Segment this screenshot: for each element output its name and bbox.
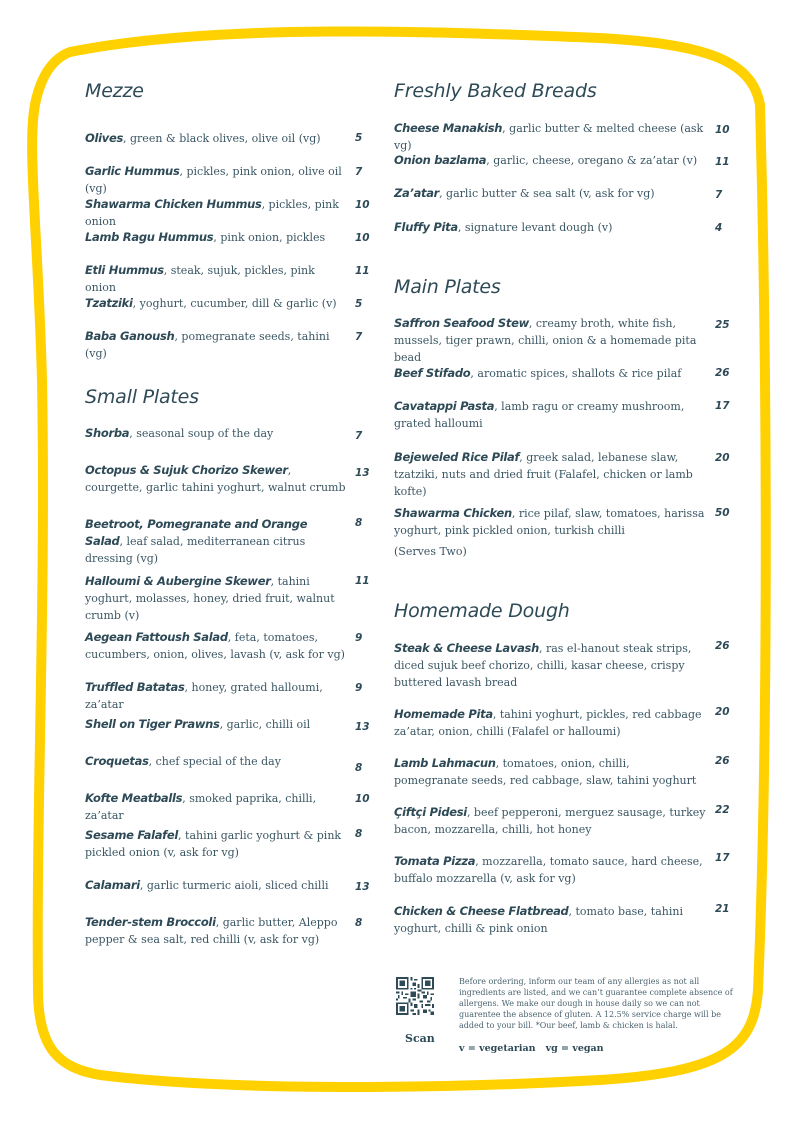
menu-item-tender-stem-broccoli: Tender-stem Broccoli, garlic butter, Aleppo pepper & sea salt, red chilli (v, ask for vg) bbox=[85, 915, 338, 946]
menu-item-price: 20 bbox=[715, 452, 730, 464]
menu-item-price: 5 bbox=[355, 298, 363, 310]
menu-item-shell-on-tiger-prawns: Shell on Tiger Prawns, garlic, chilli oil bbox=[85, 717, 311, 731]
menu-item-price: 10 bbox=[355, 793, 370, 805]
menu-item-beef-stifado: Beef Stifado, aromatic spices, shallots & rice pilaf bbox=[394, 366, 682, 380]
menu-item-price: 13 bbox=[355, 721, 370, 733]
menu-item-price: 7 bbox=[355, 331, 363, 343]
menu-item-price: 4 bbox=[715, 222, 723, 234]
menu-item-price: 10 bbox=[355, 232, 370, 244]
legend-vegan: vg = vegan bbox=[545, 1043, 604, 1054]
menu-item-zaatar: Za’atar, garlic butter & sea salt (v, ask for vg) bbox=[394, 186, 655, 200]
menu-item-shawarma-chicken: Shawarma Chicken, rice pilaf, slaw, tomatoes, harissa yoghurt, pink pickled onion, turkish chilli (Serves Two) bbox=[394, 506, 705, 558]
menu-item-beetroot-salad: Beetroot, Pomegranate and Orange Salad, leaf salad, mediterranean citrus dressing (vg) bbox=[85, 517, 308, 565]
menu-item-tomata-pizza: Tomata Pizza, mozzarella, tomato sauce, hard cheese, buffalo mozzarella (v, ask for vg) bbox=[394, 854, 703, 885]
menu-item-onion-bazlama: Onion bazlama, garlic, cheese, oregano & za’atar (v) bbox=[394, 153, 698, 167]
menu-item-croquetas: Croquetas, chef special of the day bbox=[85, 754, 281, 768]
section-title-homemade-dough: Homemade Dough bbox=[394, 600, 570, 622]
menu-item-shorba: Shorba, seasonal soup of the day bbox=[85, 426, 274, 440]
menu-item-price: 5 bbox=[355, 132, 363, 144]
scan-label: Scan bbox=[405, 1032, 435, 1045]
menu-item-chicken-cheese-flatbread: Chicken & Cheese Flatbread, tomato base, tahini yoghurt, chilli & pink onion bbox=[394, 904, 683, 935]
menu-item-price: 25 bbox=[715, 319, 730, 331]
menu-item-cheese-manakish: Cheese Manakish, garlic butter & melted cheese (ask vg) bbox=[394, 121, 704, 152]
menu-item-price: 8 bbox=[355, 917, 363, 929]
menu-item-price: 8 bbox=[355, 762, 363, 774]
menu-item-steak-cheese-lavash: Steak & Cheese Lavash, ras el-hanout steak strips, diced sujuk beef chorizo, chilli, kasar cheese, crispy buttered lavash bread bbox=[394, 641, 692, 689]
menu-item-aegean-fattoush-salad: Aegean Fattoush Salad, feta, tomatoes, cucumbers, onion, olives, lavash (v, ask for vg) bbox=[85, 630, 345, 661]
section-title-freshly-baked-breads: Freshly Baked Breads bbox=[394, 80, 597, 102]
menu-item-price: 11 bbox=[355, 575, 370, 587]
menu-item-price: 17 bbox=[715, 400, 730, 412]
menu-item-kofte-meatballs: Kofte Meatballs, smoked paprika, chilli, za’atar bbox=[85, 791, 317, 822]
menu-item-fluffy-pita: Fluffy Pita, signature levant dough (v) bbox=[394, 220, 613, 234]
menu-item-price: 7 bbox=[715, 189, 723, 201]
menu-item-olives: Olives, green & black olives, olive oil (vg) bbox=[85, 131, 321, 145]
section-title-mezze: Mezze bbox=[85, 80, 144, 102]
menu-item-cavatappi-pasta: Cavatappi Pasta, lamb ragu or creamy mushroom, grated halloumi bbox=[394, 399, 685, 430]
menu-item-price: 21 bbox=[715, 903, 730, 915]
menu-item-price: 11 bbox=[715, 156, 730, 168]
menu-item-price: 7 bbox=[355, 166, 363, 178]
menu-item-price: 8 bbox=[355, 828, 363, 840]
menu-item-tzatziki: Tzatziki, yoghurt, cucumber, dill & garlic (v) bbox=[85, 296, 337, 310]
menu-item-ciftci-pidesi: Çiftçi Pidesi, beef pepperoni, merguez sausage, turkey bacon, mozzarella, chilli, hot honey bbox=[394, 805, 706, 836]
menu-item-saffron-seafood-stew: Saffron Seafood Stew, creamy broth, white fish, mussels, tiger prawn, chilli, onion & a homemade pita bead bbox=[394, 316, 697, 364]
menu-item-price: 9 bbox=[355, 682, 363, 694]
menu-item-baba-ganoush: Baba Ganoush, pomegranate seeds, tahini (vg) bbox=[85, 329, 330, 360]
menu-item-garlic-hummus: Garlic Hummus, pickles, pink onion, olive oil (vg) bbox=[85, 164, 342, 195]
menu-item-price: 50 bbox=[715, 507, 730, 519]
menu-item-price: 17 bbox=[715, 852, 730, 864]
menu-item-halloumi-aubergine-skewer: Halloumi & Aubergine Skewer, tahini yoghurt, molasses, honey, dried fruit, walnut crumb (v) bbox=[85, 574, 335, 622]
menu-item-price: 13 bbox=[355, 467, 370, 479]
menu-item-price: 7 bbox=[355, 430, 363, 442]
menu-item-price: 11 bbox=[355, 265, 370, 277]
menu-item-price: 26 bbox=[715, 640, 730, 652]
menu-item-price: 10 bbox=[355, 199, 370, 211]
section-title-small-plates: Small Plates bbox=[85, 386, 199, 408]
allergy-disclaimer: Before ordering, inform our team of any allergies as not all ingredients are listed, and we can’t guarantee complete absence of allergens. We make our dough in house daily so we can not guarentee the absence of gluten. A 12.5% service charge will be added to your bill. *Our beef, lamb & chicken is halal. bbox=[459, 977, 733, 1030]
qr-code-icon[interactable] bbox=[396, 977, 434, 1015]
menu-item-homemade-pita: Homemade Pita, tahini yoghurt, pickles, red cabbage za’atar, onion, chilli (Falafel or halloumi) bbox=[394, 707, 702, 738]
menu-item-shawarma-chicken-hummus: Shawarma Chicken Hummus, pickles, pink onion bbox=[85, 197, 339, 228]
menu-item-price: 13 bbox=[355, 881, 370, 893]
menu-item-price: 9 bbox=[355, 632, 363, 644]
menu-item-lamb-ragu-hummus: Lamb Ragu Hummus, pink onion, pickles bbox=[85, 230, 326, 244]
legend-vegetarian: v = vegetarian bbox=[459, 1043, 536, 1054]
menu-item-etli-hummus: Etli Hummus, steak, sujuk, pickles, pink onion bbox=[85, 263, 315, 294]
menu-item-price: 26 bbox=[715, 755, 730, 767]
menu-item-lamb-lahmacun: Lamb Lahmacun, tomatoes, onion, chilli, pomegranate seeds, red cabbage, slaw, tahini yoghurt bbox=[394, 756, 697, 787]
section-title-main-plates: Main Plates bbox=[394, 276, 501, 298]
menu-item-sesame-falafel: Sesame Falafel, tahini garlic yoghurt & pink pickled onion (v, ask for vg) bbox=[85, 828, 342, 859]
menu-item-bejeweled-rice-pilaf: Bejeweled Rice Pilaf, greek salad, lebanese slaw, tzatziki, nuts and dried fruit (Falafel, chicken or lamb kofte) bbox=[394, 450, 693, 498]
menu-item-price: 20 bbox=[715, 706, 730, 718]
menu-item-price: 26 bbox=[715, 367, 730, 379]
menu-item-price: 10 bbox=[715, 124, 730, 136]
menu-item-octopus-sujuk-skewer: Octopus & Sujuk Chorizo Skewer, courgette, garlic tahini yoghurt, walnut crumb bbox=[85, 463, 346, 494]
menu-item-price: 22 bbox=[715, 804, 730, 816]
menu-item-calamari: Calamari, garlic turmeric aioli, sliced chilli bbox=[85, 878, 329, 892]
menu-item-truffled-batatas: Truffled Batatas, honey, grated halloumi, za’atar bbox=[85, 680, 323, 711]
dietary-legend bbox=[459, 1043, 604, 1054]
menu-item-price: 8 bbox=[355, 517, 363, 529]
